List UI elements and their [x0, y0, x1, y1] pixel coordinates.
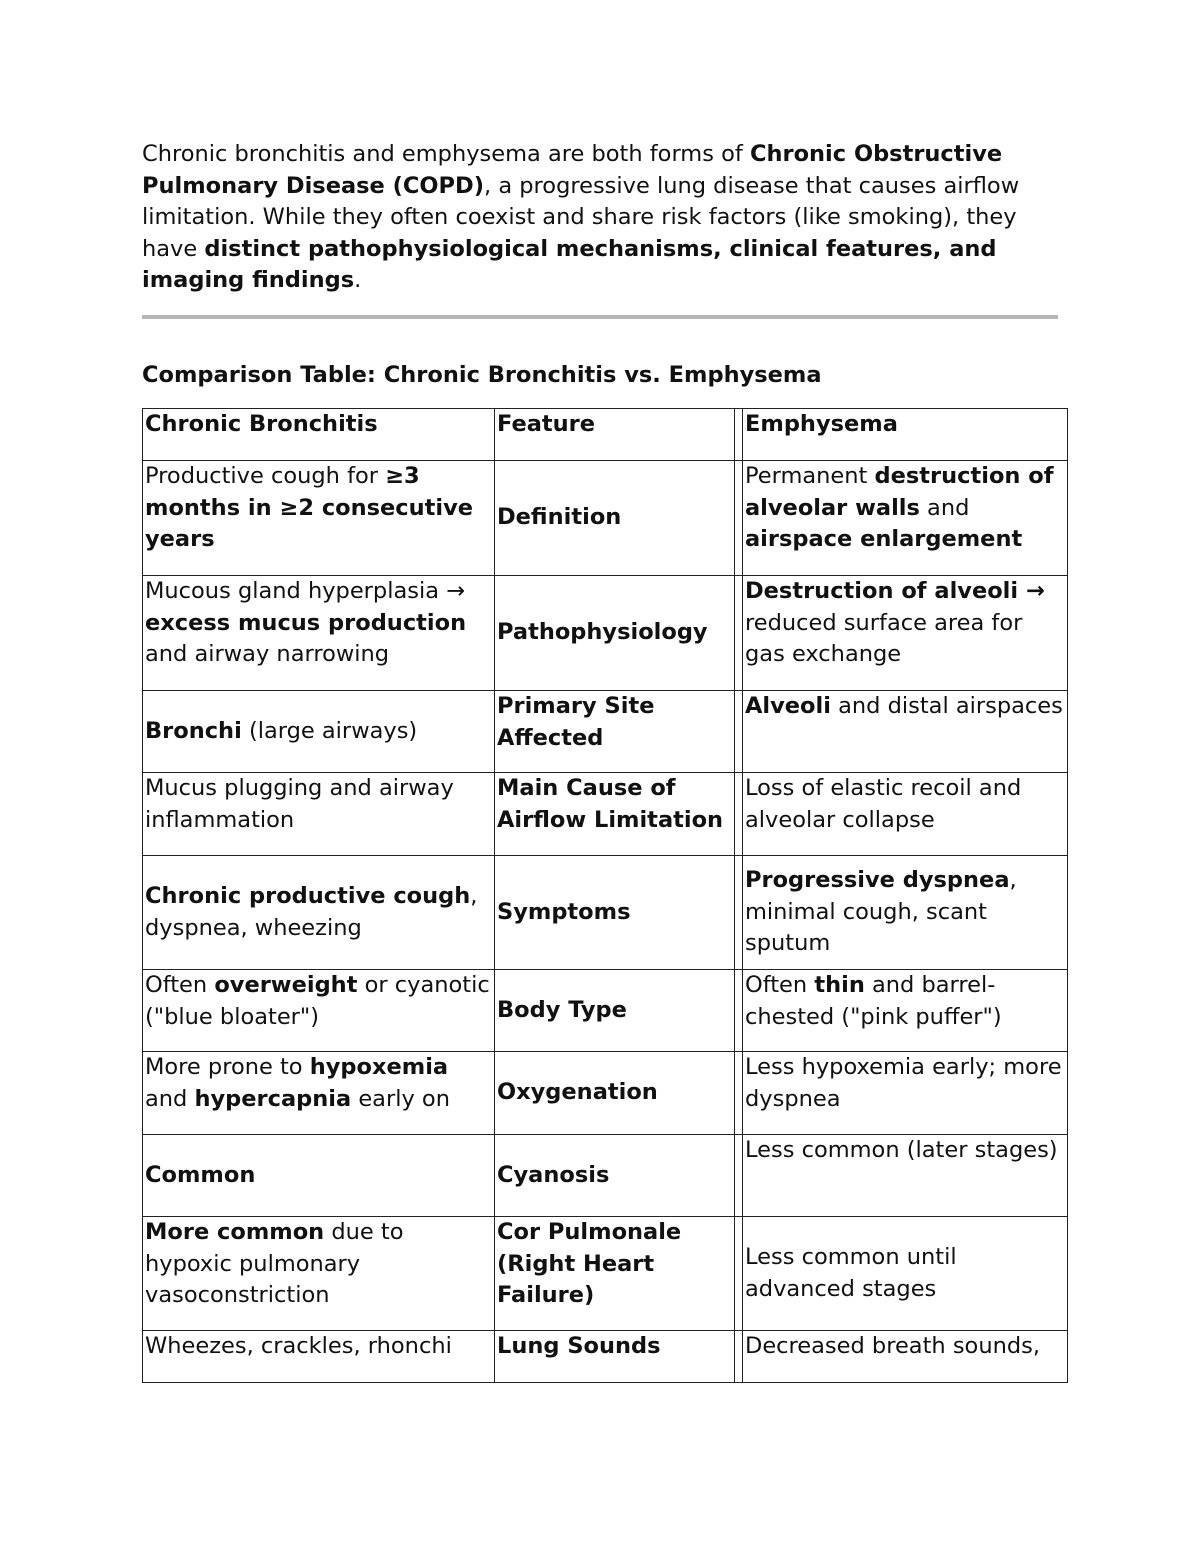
- chronic-bronchitis-cell: [143, 1135, 495, 1217]
- chronic-bronchitis-cell: [143, 856, 495, 970]
- chronic-bronchitis-cell-run: Bronchi: [145, 717, 242, 744]
- column-gap: [735, 461, 743, 576]
- table-row: [143, 970, 1068, 1052]
- emphysema-cell: [743, 773, 1068, 856]
- column-gap: [735, 773, 743, 856]
- chronic-bronchitis-cell: [143, 1052, 495, 1135]
- chronic-bronchitis-cell: [143, 691, 495, 773]
- feature-label: Cor Pulmonale (Right Heart Failure): [497, 1219, 682, 1309]
- header-chronic-bronchitis: Chronic Bronchitis: [143, 409, 495, 461]
- chronic-bronchitis-cell: [143, 461, 495, 576]
- feature-label: Body Type: [497, 996, 627, 1023]
- document-page: [142, 139, 1060, 391]
- chronic-bronchitis-cell-run: Common: [145, 1161, 256, 1188]
- feature-cell: [495, 691, 735, 773]
- chronic-bronchitis-cell-run: and airway narrowing: [145, 641, 390, 668]
- emphysema-cell-run: thin: [814, 972, 865, 998]
- feature-cell: [495, 461, 735, 576]
- chronic-bronchitis-cell-run: overweight: [214, 972, 358, 998]
- chronic-bronchitis-cell: [143, 970, 495, 1052]
- table-row: [143, 691, 1068, 773]
- feature-label: Pathophysiology: [497, 619, 708, 646]
- header-emphysema: Emphysema: [743, 409, 1068, 461]
- chronic-bronchitis-cell-run: excess mucus production: [145, 609, 467, 636]
- emphysema-cell-run: Permanent: [745, 463, 875, 489]
- intro-text-1: Chronic bronchitis and emphysema are both forms of: [142, 141, 750, 167]
- emphysema-cell-run: , minimal cough, scant sputum: [745, 867, 1017, 957]
- emphysema-cell: [743, 691, 1068, 773]
- intro-text-3: .: [354, 267, 362, 294]
- table-row: [143, 576, 1068, 691]
- column-gap: [735, 1331, 743, 1383]
- column-gap: [735, 1052, 743, 1135]
- table-row: [143, 856, 1068, 970]
- intro-bold-mechanisms: distinct pathophysiological mechanisms, clinical features, and imaging findings: [142, 235, 997, 294]
- chronic-bronchitis-cell-run: Productive cough for: [145, 463, 386, 489]
- table-row: [143, 1052, 1068, 1135]
- emphysema-cell: [743, 970, 1068, 1052]
- chronic-bronchitis-cell-run: due to hypoxic pulmonary vasoconstriction: [145, 1219, 404, 1309]
- emphysema-cell: [743, 461, 1068, 576]
- feature-cell: [495, 970, 735, 1052]
- column-gap: [735, 576, 743, 691]
- emphysema-cell-run: Alveoli: [745, 693, 831, 719]
- feature-cell: [495, 1135, 735, 1217]
- horizontal-rule: [142, 315, 1058, 319]
- comparison-table: [142, 408, 1068, 1383]
- chronic-bronchitis-cell-run: More prone to: [145, 1054, 310, 1080]
- chronic-bronchitis-cell: [143, 576, 495, 691]
- intro-text-2: , a progressive lung disease that causes airflow limitation. While they often coexist and share risk factors (like smoking), they have: [142, 172, 1020, 262]
- feature-cell: [495, 1052, 735, 1135]
- chronic-bronchitis-cell-run: hypercapnia: [194, 1085, 352, 1112]
- table-row: [143, 773, 1068, 856]
- section-title: Comparison Table: Chronic Bronchitis vs. Emphysema: [142, 361, 822, 388]
- chronic-bronchitis-cell-run: (large airways): [241, 717, 418, 744]
- chronic-bronchitis-cell: [143, 1331, 495, 1383]
- feature-label: Main Cause of Airflow Limitation: [497, 775, 724, 833]
- chronic-bronchitis-cell-run: hypoxemia: [309, 1054, 449, 1080]
- table-header-row: [143, 409, 1068, 461]
- feature-cell: [495, 1217, 735, 1331]
- emphysema-cell: [743, 1217, 1068, 1331]
- chronic-bronchitis-cell: [143, 773, 495, 856]
- emphysema-cell-run: Less common until advanced stages: [745, 1243, 957, 1302]
- chronic-bronchitis-cell-run: Mucus plugging and airway inflammation: [145, 775, 454, 833]
- chronic-bronchitis-cell-run: or cyanotic ("blue bloater"): [145, 972, 490, 1030]
- feature-label: Symptoms: [497, 898, 631, 925]
- emphysema-cell-run: and barrel-chested ("pink puffer"): [745, 972, 1002, 1030]
- chronic-bronchitis-cell-run: , dyspnea, wheezing: [145, 882, 478, 941]
- table-row: [143, 1217, 1068, 1331]
- intro-bold-copd: Chronic Obstructive Pulmonary Disease (COPD): [142, 141, 1003, 199]
- emphysema-cell-run: destruction of alveolar walls: [745, 463, 1054, 521]
- emphysema-cell-run: and: [919, 494, 970, 521]
- chronic-bronchitis-cell: [143, 1217, 495, 1331]
- emphysema-cell-run: airspace enlargement: [745, 526, 1023, 553]
- emphysema-cell: [743, 576, 1068, 691]
- emphysema-cell-run: Often: [745, 972, 815, 998]
- feature-cell: [495, 1331, 735, 1383]
- chronic-bronchitis-cell-run: ≥3 months in ≥2 consecutive years: [145, 463, 474, 553]
- emphysema-cell-run: reduced surface area for gas exchange: [745, 609, 1023, 668]
- feature-label: Cyanosis: [497, 1161, 610, 1188]
- intro-paragraph: [142, 139, 1060, 297]
- emphysema-cell: [743, 1135, 1068, 1217]
- feature-cell: [495, 773, 735, 856]
- emphysema-cell-run: Less hypoxemia early; more dyspnea: [745, 1054, 1062, 1112]
- chronic-bronchitis-cell-run: Chronic productive cough: [145, 882, 471, 909]
- feature-label: Lung Sounds: [497, 1333, 661, 1359]
- emphysema-cell: [743, 1052, 1068, 1135]
- feature-label: Primary Site Affected: [497, 693, 655, 751]
- chronic-bronchitis-cell-run: early on: [351, 1085, 450, 1112]
- emphysema-cell: [743, 1331, 1068, 1383]
- feature-cell: [495, 576, 735, 691]
- chronic-bronchitis-cell-run: Wheezes, crackles, rhonchi: [145, 1333, 452, 1359]
- feature-label: Oxygenation: [497, 1079, 658, 1106]
- comparison-table-wrapper: [142, 408, 1068, 1383]
- emphysema-cell-run: and distal airspaces: [830, 693, 1063, 719]
- feature-cell: [495, 856, 735, 970]
- emphysema-cell-run: Less common (later stages): [745, 1137, 1058, 1163]
- table-row: [143, 1331, 1068, 1383]
- table-row: [143, 1135, 1068, 1217]
- table-row: [143, 461, 1068, 576]
- emphysema-cell-run: Destruction of alveoli →: [745, 578, 1045, 604]
- column-gap: [735, 970, 743, 1052]
- column-gap: [735, 691, 743, 773]
- column-gap: [735, 1217, 743, 1331]
- chronic-bronchitis-cell-run: Often: [145, 972, 215, 998]
- chronic-bronchitis-cell-run: and: [145, 1085, 195, 1112]
- column-gap: [735, 409, 743, 461]
- emphysema-cell: [743, 856, 1068, 970]
- column-gap: [735, 856, 743, 970]
- feature-label: Definition: [497, 504, 622, 531]
- emphysema-cell-run: Progressive dyspnea: [745, 867, 1010, 894]
- emphysema-cell-run: Decreased breath sounds,: [745, 1333, 1040, 1359]
- column-gap: [735, 1135, 743, 1217]
- emphysema-cell-run: Loss of elastic recoil and alveolar collapse: [745, 775, 1022, 833]
- header-feature: Feature: [495, 409, 735, 461]
- chronic-bronchitis-cell-run: Mucous gland hyperplasia →: [145, 578, 465, 604]
- chronic-bronchitis-cell-run: More common: [145, 1219, 325, 1245]
